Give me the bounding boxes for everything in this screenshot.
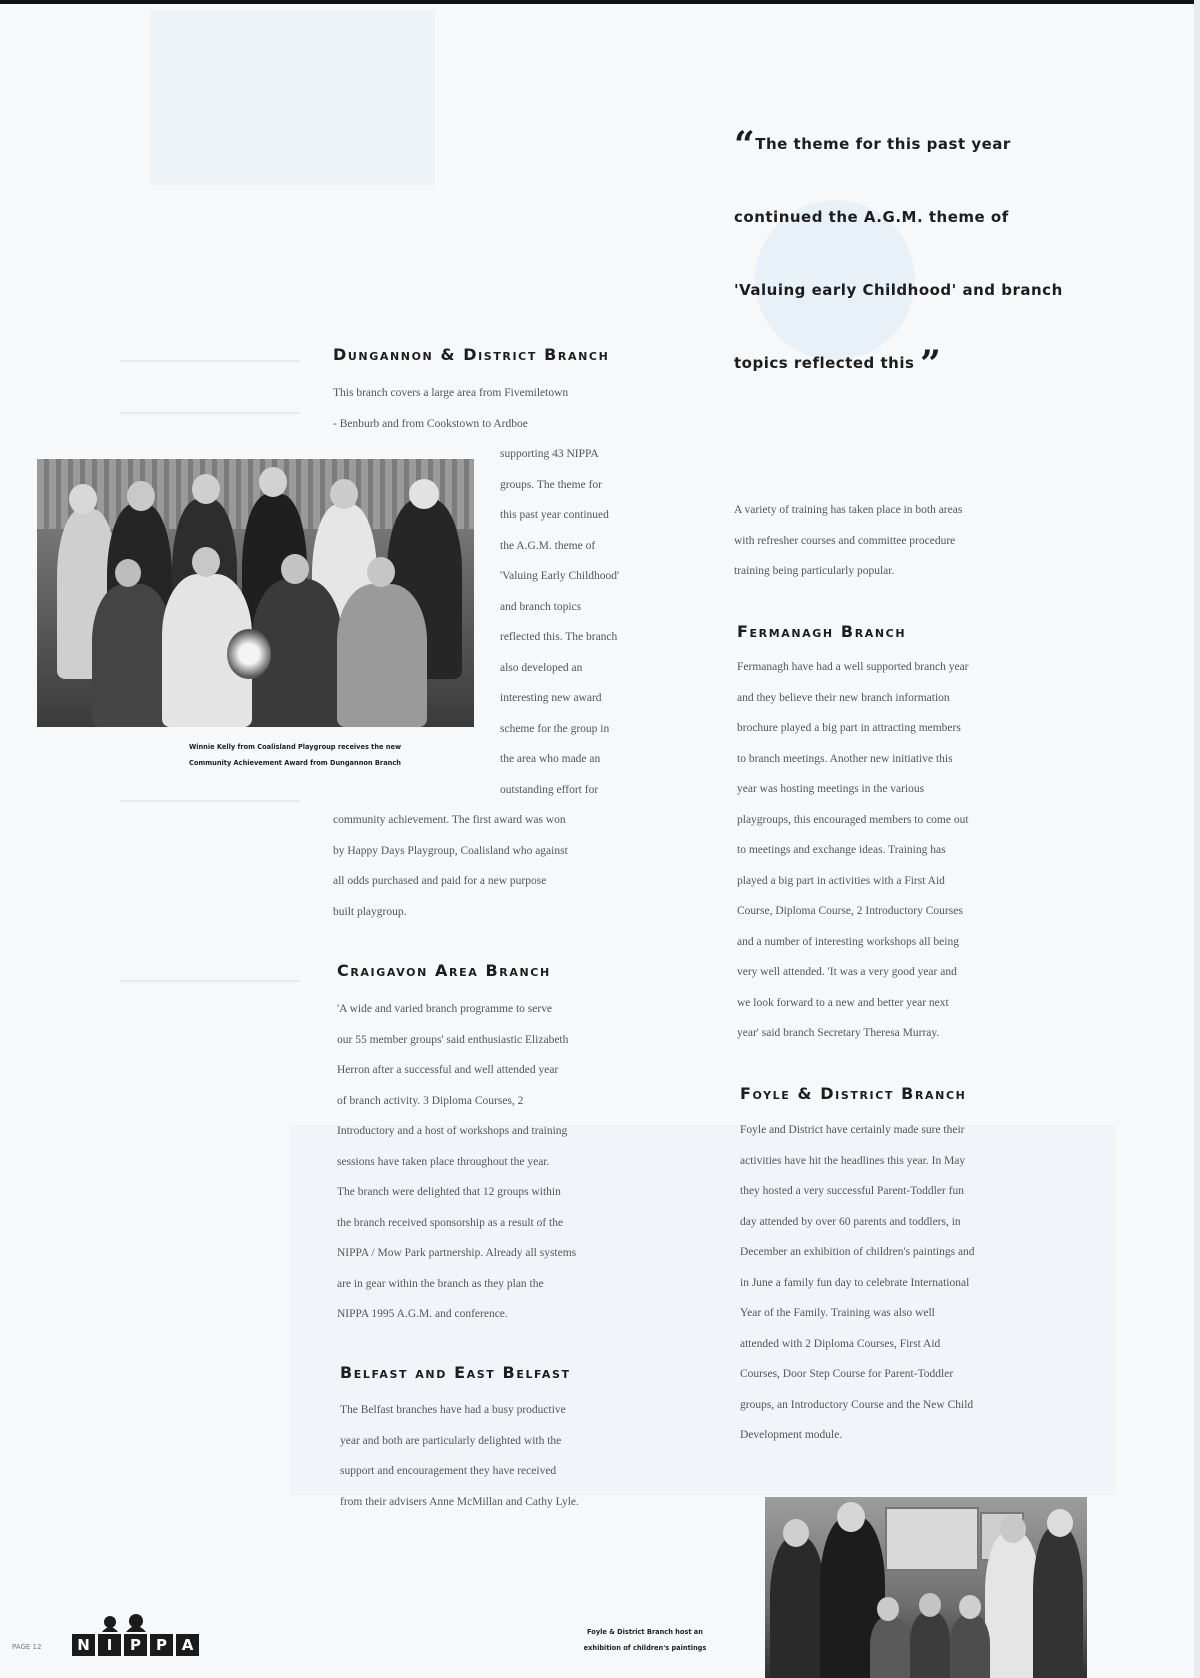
caption-line: Winnie Kelly from Coalisland Playgroup receives the new [188,743,402,751]
logo-letter: A [176,1634,199,1656]
text-line: Courses, Door Step Course for Parent-Toddler [740,1368,954,1380]
text-line: groups. The theme for [500,478,602,491]
text-line: attended with 2 Diploma Courses, First Aid [740,1337,941,1350]
text-line: 'Valuing Early Childhood' [500,570,620,582]
fermanagh-text [737,652,1079,1049]
photo-face [919,1593,941,1617]
nippa-logo [72,1612,204,1656]
photo-face [367,557,395,587]
fermanagh-heading: Fermanagh Branch [737,622,907,641]
photo-face [1000,1515,1026,1543]
logo-letters [72,1634,199,1656]
text-line: activities have hit the headlines this year. In May [740,1154,966,1167]
top-edge-bar [0,0,1200,4]
photo-face [1047,1509,1073,1537]
photo-face [115,559,141,587]
craigavon-text [337,994,675,1330]
caption-line: Foyle & District Branch host an [587,1628,703,1636]
belfast-continued-text [734,495,1076,587]
text-line: from their advisers Anne McMillan and Cathy Lyle. [340,1495,579,1508]
text-line: community achievement. The first award was won [333,814,566,826]
text-line: NIPPA / Mow Park partnership. Already all systems [337,1247,577,1259]
logo-letter: N [72,1634,95,1656]
text-line: and branch topics [500,600,582,613]
text-line: played a big part in activities with a First Aid [737,874,945,887]
photo-person [337,584,427,727]
photo-face [959,1595,981,1619]
text-line: we look forward to a new and better year next [737,996,949,1009]
text-line: training being particularly popular. [734,565,895,577]
group-photo-caption [110,739,480,771]
text-line: The branch were delighted that 12 groups within [337,1186,561,1198]
text-line: and a number of interesting workshops all being [737,935,959,948]
text-line: of branch activity. 3 Diploma Courses, 2 [337,1094,524,1107]
text-line: all odds purchased and paid for a new purpose [333,875,547,887]
dungannon-heading: Dungannon & District Branch [333,345,610,364]
photo-face [877,1597,899,1621]
text-line: reflected this. The branch [500,631,618,643]
show-through-line [120,412,300,414]
text-line: in June a family fun day to celebrate International [740,1276,970,1289]
text-line: and they believe their new branch information [737,691,950,704]
text-line: playgroups, this encouraged members to come out [737,813,969,826]
page-right-edge [1194,0,1200,1678]
show-through-line [120,800,300,802]
text-line: to meetings and exchange ideas. Training has [737,844,946,856]
text-line: the branch received sponsorship as a result of the [337,1216,564,1229]
text-line: NIPPA 1995 A.G.M. and conference. [337,1308,508,1320]
open-quote-mark: “ [734,124,756,166]
text-line: sessions have taken place throughout the year. [337,1155,550,1168]
text-line: year' said branch Secretary Theresa Murray. [737,1027,940,1039]
photo-face [837,1502,865,1532]
photo-person [770,1537,825,1678]
text-line: outstanding effort for [500,783,599,796]
photo-face [192,474,220,504]
show-through-line [120,360,300,362]
photo-person [92,584,172,727]
text-line: year and both are particularly delighted with the [340,1434,562,1447]
text-line: December an exhibition of children's paintings and [740,1246,975,1258]
text-line: to branch meetings. Another new initiative this [737,752,953,765]
text-line: they hosted a very successful Parent-Toddler fun [740,1185,965,1197]
craigavon-heading: Craigavon Area Branch [337,961,551,980]
foyle-text [740,1115,1082,1451]
show-through-line [120,980,300,982]
logo-letter: P [124,1634,147,1656]
text-line: with refresher courses and committee procedure [734,534,956,547]
text-line: interesting new award [500,692,602,704]
photo-shield-plaque [227,629,271,679]
foyle-photo-caption [530,1624,760,1656]
photo-face [330,479,358,509]
photo-face [69,484,97,514]
text-line: built playgroup. [333,905,407,918]
page-number: PAGE 12 [12,1643,42,1651]
text-line: our 55 member groups' said enthusiastic Elizabeth [337,1033,569,1046]
text-line: the area who made an [500,753,601,765]
text-line: The Belfast branches have had a busy productive [340,1404,566,1416]
logo-figures-icon [100,1612,160,1632]
photo-child [870,1617,910,1678]
text-line: Course, Diploma Course, 2 Introductory Courses [737,905,963,917]
text-line: Year of the Family. Training was also well [740,1307,935,1319]
text-line: Foyle and District have certainly made sure their [740,1124,965,1136]
text-line: support and encouragement they have received [340,1465,557,1477]
photo-face [127,481,155,511]
close-quote-mark: ” [920,343,942,385]
caption-line: exhibition of children's paintings [583,1644,707,1652]
belfast-text [340,1395,676,1517]
text-line: supporting 43 NIPPA [500,448,599,460]
foyle-photo [765,1497,1087,1678]
dungannon-text-wrap [500,439,672,805]
belfast-heading: Belfast and East Belfast [340,1363,571,1382]
text-line: Introductory and a host of workshops and training [337,1125,568,1137]
text-line: Development module. [740,1429,843,1441]
text-line: Fermanagh have had a well supported branch year [737,661,969,673]
text-line: 'A wide and varied branch programme to serve [337,1003,553,1015]
text-line: day attended by over 60 parents and toddlers, in [740,1215,961,1228]
show-through-block-top [150,10,435,185]
text-line: This branch covers a large area from Fivemiletown [333,387,569,399]
dungannon-text-top [333,378,673,439]
text-line: this past year continued [500,509,609,521]
text-line: - Benburb and from Cookstown to Ardboe [333,417,528,430]
text-line: very well attended. 'It was a very good year and [737,966,957,978]
photo-child [950,1615,990,1678]
group-photo [37,459,474,727]
photo-face [409,479,439,509]
dungannon-text-bottom [333,805,673,927]
pull-quote [734,108,1064,400]
text-line: groups, an Introductory Course and the New Child [740,1398,974,1411]
text-line: brochure played a big part in attracting members [737,722,961,734]
caption-line: Community Achievement Award from Dungannon Branch [189,759,401,767]
text-line: also developed an [500,661,583,674]
photo-face [259,467,287,497]
photo-child [910,1612,950,1678]
text-line: Herron after a successful and well attended year [337,1064,559,1076]
logo-letter: P [150,1634,173,1656]
logo-letter: I [98,1634,121,1656]
text-line: year was hosting meetings in the various [737,783,925,795]
photo-person [1033,1527,1083,1678]
photo-person [985,1532,1040,1678]
text-line: scheme for the group in [500,722,610,735]
text-line: by Happy Days Playgroup, Coalisland who against [333,844,568,857]
photo-face [192,547,220,577]
pull-quote-text: The theme for this past year continued the A.G.M. theme of 'Valuing early Childhood' and branch topics reflected this [734,135,1063,372]
photo-paintings-wall [885,1507,979,1571]
text-line: are in gear within the branch as they plan the [337,1277,544,1290]
text-line: the A.G.M. theme of [500,539,596,552]
foyle-heading: Foyle & District Branch [740,1084,967,1103]
text-line: A variety of training has taken place in both areas [734,504,963,516]
photo-face [783,1519,809,1547]
photo-face [281,554,309,584]
